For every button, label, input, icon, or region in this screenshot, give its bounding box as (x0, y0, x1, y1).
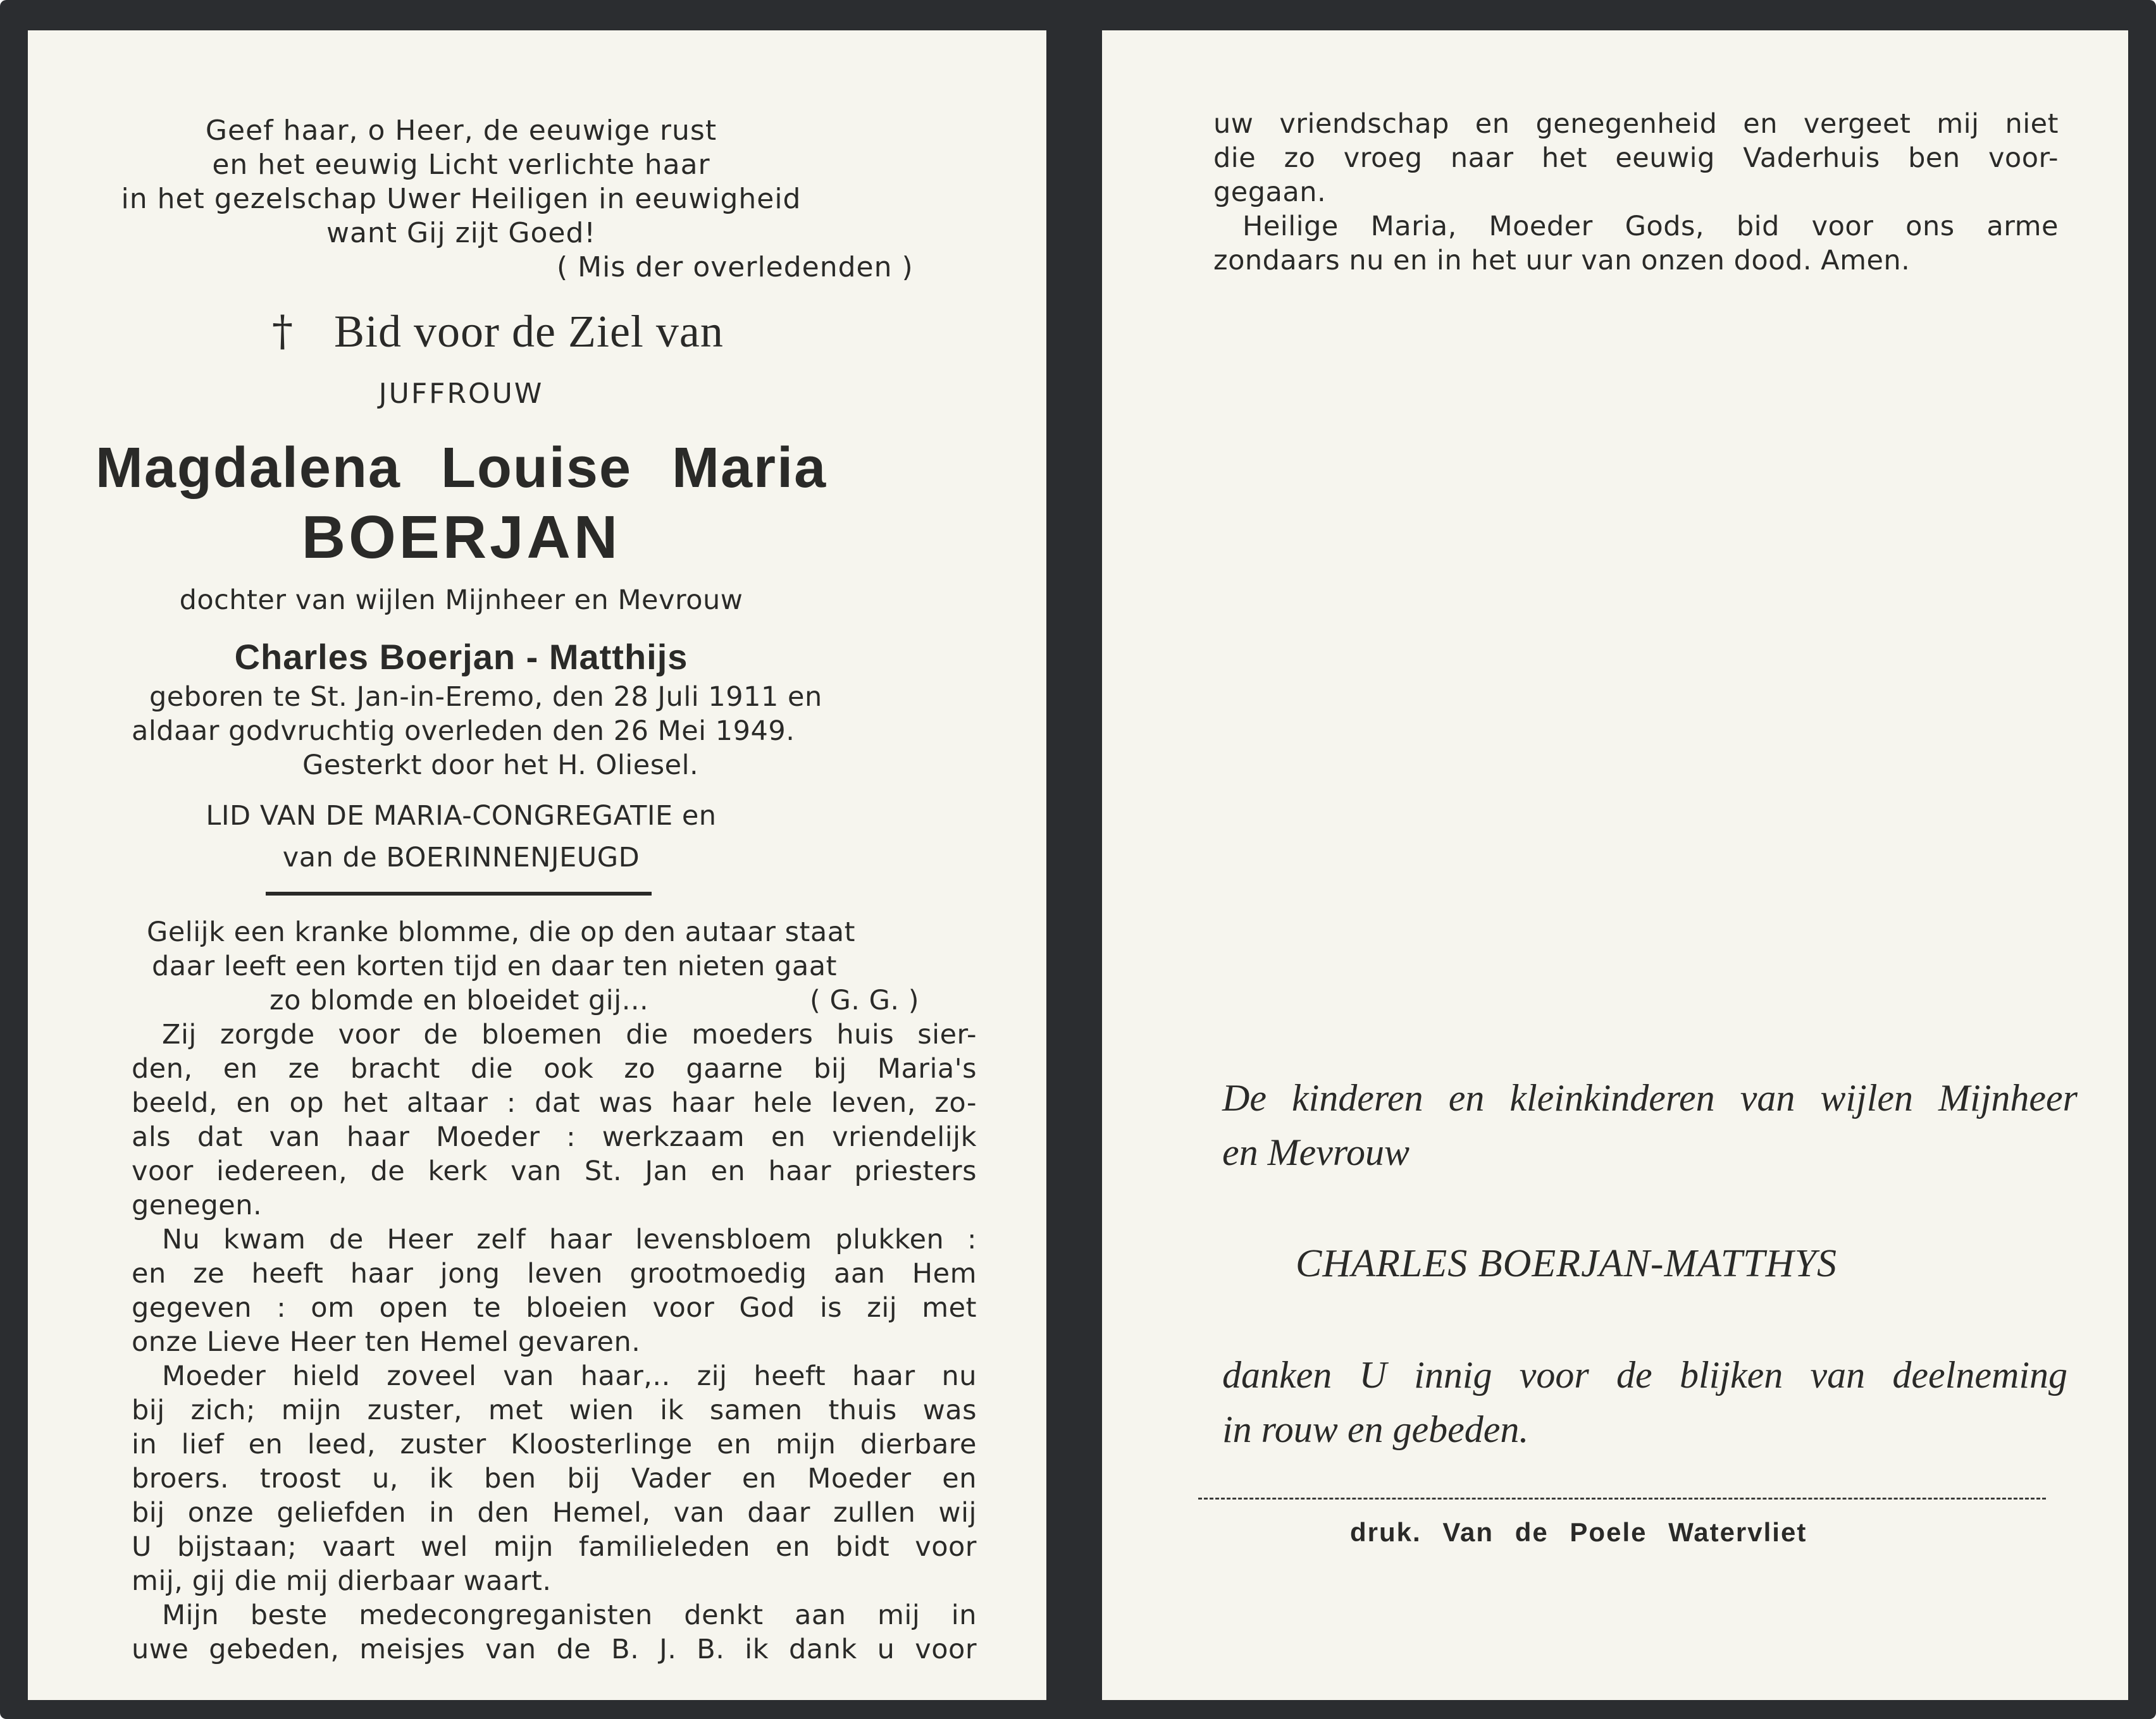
text-line-13: in lief en leed, zuster Kloosterlinge en mijn dierbare (132, 1429, 977, 1460)
poem-line-1: Gelijk een kranke blomme, die op den autaar staat (147, 916, 855, 948)
thanks-closing-2: in rouw en gebeden. (1222, 1408, 1529, 1450)
text-line-11: Moeder hield zoveel van haar,.. zij heeft haar nu (162, 1360, 977, 1392)
text-line-14: broers. troost u, ik ben bij Vader en Moeder en (132, 1463, 977, 1494)
bio-death: aldaar godvruchtig overleden den 26 Mei 1949. (132, 715, 795, 747)
honorific: JUFFROUW (378, 378, 544, 410)
thanks-line-1: De kinderen en kleinkinderen van wijlen Mijnheer (1222, 1077, 2078, 1119)
text-line-1: Zij zorgde voor de bloemen die moeders huis sier- (162, 1019, 977, 1050)
text-line-17: mij, gij die mij dierbaar waart. (132, 1565, 552, 1597)
text-line-12: bij zich; mijn zuster, met wien ik samen thuis was (132, 1395, 977, 1426)
text-line-19: uwe gebeden, meisjes van de B. J. B. ik dank u voor (132, 1634, 977, 1665)
right-page (1102, 30, 2128, 1700)
poem-signature: ( G. G. ) (810, 985, 920, 1016)
text-line-10: onze Lieve Heer ten Hemel gevaren. (132, 1326, 641, 1358)
given-names: Magdalena Louise Maria (95, 436, 827, 500)
prayer-line-3: in het gezelschap Uwer Heiligen in eeuwigheid (121, 183, 802, 215)
left-page (28, 30, 1046, 1700)
prayer-source: ( Mis der overledenden ) (557, 251, 914, 283)
continuation-line-5: zondaars nu en in het uur van onzen dood. Amen. (1213, 245, 1911, 276)
text-line-8: en ze heeft haar jong leven grootmoedig aan Hem (132, 1258, 977, 1290)
text-line-2: den, en ze bracht die ook zo gaarne bij Maria's (132, 1053, 977, 1085)
poem-line-3: zo blomde en bloeidet gij... (270, 985, 649, 1016)
text-line-15: bij onze geliefden in den Hemel, van daar zullen wij (132, 1497, 977, 1529)
printer-credit: druk. Van de Poele Watervliet (1350, 1517, 1807, 1547)
divider (1198, 1498, 2046, 1500)
text-line-5: voor iedereen, de kerk van St. Jan en haar priesters (132, 1155, 977, 1187)
continuation-line-2: die zo vroeg naar het eeuwig Vaderhuis ben voor- (1213, 142, 2059, 174)
prayer-line-4: want Gij zijt Goed! (326, 217, 597, 249)
poem-line-2: daar leeft een korten tijd en daar ten nieten gaat (152, 951, 837, 982)
continuation-line-1: uw vriendschap en genegenheid en vergeet mij niet (1213, 108, 2059, 140)
cross-icon: † (272, 307, 293, 355)
daughter-of: dochter van wijlen Mijnheer en Mevrouw (179, 584, 743, 616)
family-name: CHARLES BOERJAN-MATTHYS (1296, 1242, 1837, 1285)
text-line-6: genegen. (132, 1190, 263, 1221)
thanks-line-2: en Mevrouw (1222, 1131, 1410, 1173)
prayer-line-2: en het eeuwig Licht verlichte haar (212, 149, 710, 181)
text-line-18: Mijn beste medecongreganisten denkt aan mij in (162, 1599, 977, 1631)
bio-birth: geboren te St. Jan-in-Eremo, den 28 Juli 1911 en (149, 681, 822, 713)
text-line-4: als dat van haar Moeder : werkzaam en vriendelijk (132, 1121, 977, 1153)
text-line-16: U bijstaan; vaart wel mijn familieleden en bidt voor (132, 1531, 977, 1563)
parents: Charles Boerjan - Matthijs (234, 637, 688, 677)
membership-1: LID VAN DE MARIA-CONGREGATIE en (206, 800, 717, 832)
membership-2: van de BOERINNENJEUGD (282, 842, 640, 873)
continuation-line-4: Heilige Maria, Moeder Gods, bid voor ons arme (1242, 211, 2059, 242)
bid-title: Bid voor de Ziel van (334, 306, 724, 357)
text-line-9: gegeven : om open te bloeien voor God is zij met (132, 1292, 977, 1324)
continuation-line-3: gegaan. (1213, 176, 1327, 208)
bio-sacrament: Gesterkt door het H. Oliesel. (302, 749, 699, 781)
thanks-closing-1: danken U innig voor de blijken van deelneming (1222, 1354, 2067, 1396)
surname: BOERJAN (301, 503, 621, 571)
text-line-7: Nu kwam de Heer zelf haar levensbloem plukken : (162, 1224, 977, 1255)
prayer-line-1: Geef haar, o Heer, de eeuwige rust (205, 114, 717, 147)
divider (266, 892, 652, 896)
text-line-3: beeld, en op het altaar : dat was haar hele leven, zo- (132, 1087, 977, 1119)
